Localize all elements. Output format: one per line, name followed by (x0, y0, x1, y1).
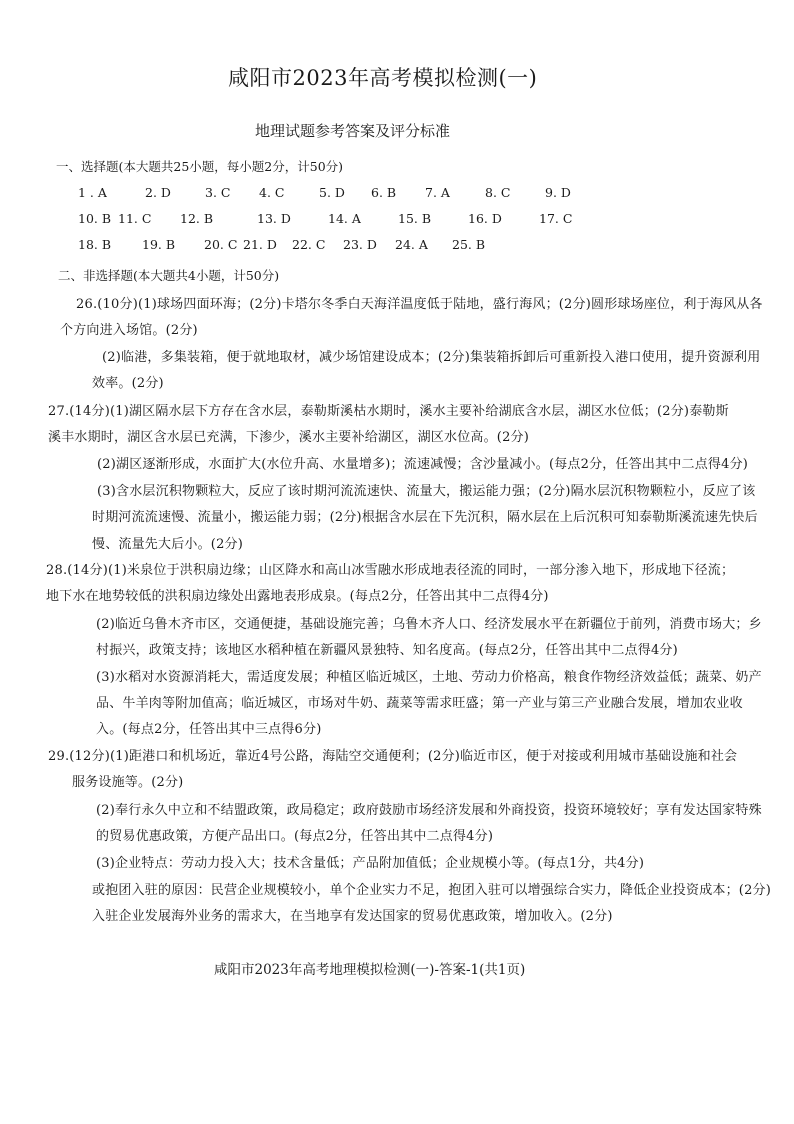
q29-line: 29.(12分)(1)距港口和机场近，靠近4号公路，海陆空交通便利；(2分)临近市区，便于对接或利用城市基础设施和社会 (48, 749, 738, 764)
answer-item: 21. D (243, 237, 277, 252)
answer-item: 3. C (205, 185, 231, 200)
answer-row-2 (0, 211, 794, 229)
answer-item: 1 . A (78, 185, 107, 200)
answer-item: 24. A (395, 237, 428, 252)
answer-row-3 (0, 237, 794, 255)
q27-line: (3)含水层沉积物颗粒大，反应了该时期河流流速快、流量大，搬运能力强；(2分)隔水层沉积物颗粒小，反应了该 (97, 484, 756, 499)
q28-line: 村振兴，政策支持；该地区水稻种植在新疆风景独特、知名度高。(每点2分，任答出其中二点得4分) (96, 643, 678, 658)
answer-item: 6. B (371, 185, 397, 200)
answer-item: 11. C (118, 211, 152, 226)
q27-line: 时期河流流速慢、流量小，搬运能力弱；(2分)根据含水层在下先沉积，隔水层在上后沉积可知泰勒斯溪流速先快后 (92, 510, 758, 525)
page-footer: 咸阳市2023年高考地理模拟检测(一)-答案-1(共1页) (214, 962, 526, 978)
q28-line: 28.(14分)(1)米泉位于洪积扇边缘；山区降水和高山冰雪融水形成地表径流的同时，一部分渗入地下，形成地下径流； (46, 563, 735, 578)
answer-item: 2. D (145, 185, 171, 200)
q28-line: 入。(每点2分，任答出其中三点得6分) (96, 722, 322, 737)
q28-line: 品、牛羊肉等附加值高；临近城区，市场对牛奶、蔬菜等需求旺盛；第一产业与第三产业融合发展，增加农业收 (96, 696, 743, 711)
q27-line: 27.(14分)(1)湖区隔水层下方存在含水层，泰勒斯溪枯水期时，溪水主要补给湖底含水层，湖区水位低；(2分)泰勒斯 (48, 404, 729, 419)
q29-line: 服务设施等。(2分) (72, 775, 184, 790)
answer-item: 13. D (257, 211, 291, 226)
answer-item: 25. B (452, 237, 486, 252)
q29-line: 或抱团入驻的原因：民营企业规模较小，单个企业实力不足，抱团入驻可以增强综合实力，降低企业投资成本；(2分) (92, 883, 772, 898)
answer-item: 16. D (468, 211, 502, 226)
q29-line: 的贸易优惠政策，方便产品出口。(每点2分，任答出其中二点得4分) (96, 829, 494, 844)
answer-item: 9. D (545, 185, 571, 200)
answer-item: 22. C (292, 237, 326, 252)
q29-line: (3)企业特点：劳动力投入大；技术含量低；产品附加值低；企业规模小等。(每点1分，共4分) (96, 856, 645, 871)
answer-item: 17. C (539, 211, 573, 226)
answer-item: 18. B (78, 237, 112, 252)
answer-row-1 (0, 185, 794, 203)
answer-item: 10. B (78, 211, 112, 226)
page-subtitle: 地理试题参考答案及评分标准 (255, 122, 451, 140)
answer-item: 19. B (142, 237, 176, 252)
answer-item: 12. B (180, 211, 214, 226)
q27-line: 慢、流量先大后小。(2分) (92, 537, 244, 552)
q27-line: (2)湖区逐渐形成，水面扩大(水位升高、水量增多)；流速减慢；含沙量减小。(每点2分，任答出其中二点得4分) (97, 457, 749, 472)
q26-line: 效率。(2分) (92, 376, 164, 391)
answer-item: 14. A (328, 211, 361, 226)
q28-line: (3)水稻对水资源消耗大，需适度发展；种植区临近城区，土地、劳动力价格高，粮食作物经济效益低；蔬菜、奶产 (96, 670, 762, 685)
q29-line: 入驻企业发展海外业务的需求大，在当地享有发达国家的贸易优惠政策，增加收入。(2分) (92, 909, 613, 924)
page-title: 咸阳市2023年高考模拟检测(一) (228, 66, 538, 90)
q28-line: 地下水在地势较低的洪积扇边缘处出露地表形成泉。(每点2分，任答出其中二点得4分) (46, 589, 549, 604)
q29-line: (2)奉行永久中立和不结盟政策，政局稳定；政府鼓励市场经济发展和外商投资，投资环境较好；享有发达国家特殊 (96, 803, 762, 818)
answer-item: 20. C (204, 237, 238, 252)
answer-item: 4. C (259, 185, 285, 200)
answer-item: 7. A (425, 185, 450, 200)
q28-line: (2)临近乌鲁木齐市区，交通便捷，基础设施完善；乌鲁木齐人口、经济发展水平在新疆位于前列，消费市场大；乡 (96, 617, 762, 632)
section1-heading: 一、选择题(本大题共25小题，每小题2分，计50分) (56, 159, 344, 174)
section2-heading: 二、非选择题(本大题共4小题，计50分) (58, 268, 280, 283)
answer-item: 15. B (398, 211, 432, 226)
answer-item: 23. D (343, 237, 377, 252)
answer-item: 5. D (319, 185, 345, 200)
q26-line: 26.(10分)(1)球场四面环海；(2分)卡塔尔冬季白天海洋温度低于陆地，盛行海风；(2分)圆形球场座位，利于海风从各 (76, 297, 763, 312)
q26-line: (2)临港，多集装箱，便于就地取材，减少场馆建设成本；(2分)集装箱拆卸后可重新投入港口使用，提升资源利用 (102, 350, 761, 365)
q27-line: 溪丰水期时，湖区含水层已充满，下渗少，溪水主要补给湖区，湖区水位高。(2分) (48, 430, 530, 445)
answer-item: 8. C (485, 185, 511, 200)
q26-line: 个方向进入场馆。(2分) (60, 323, 198, 338)
